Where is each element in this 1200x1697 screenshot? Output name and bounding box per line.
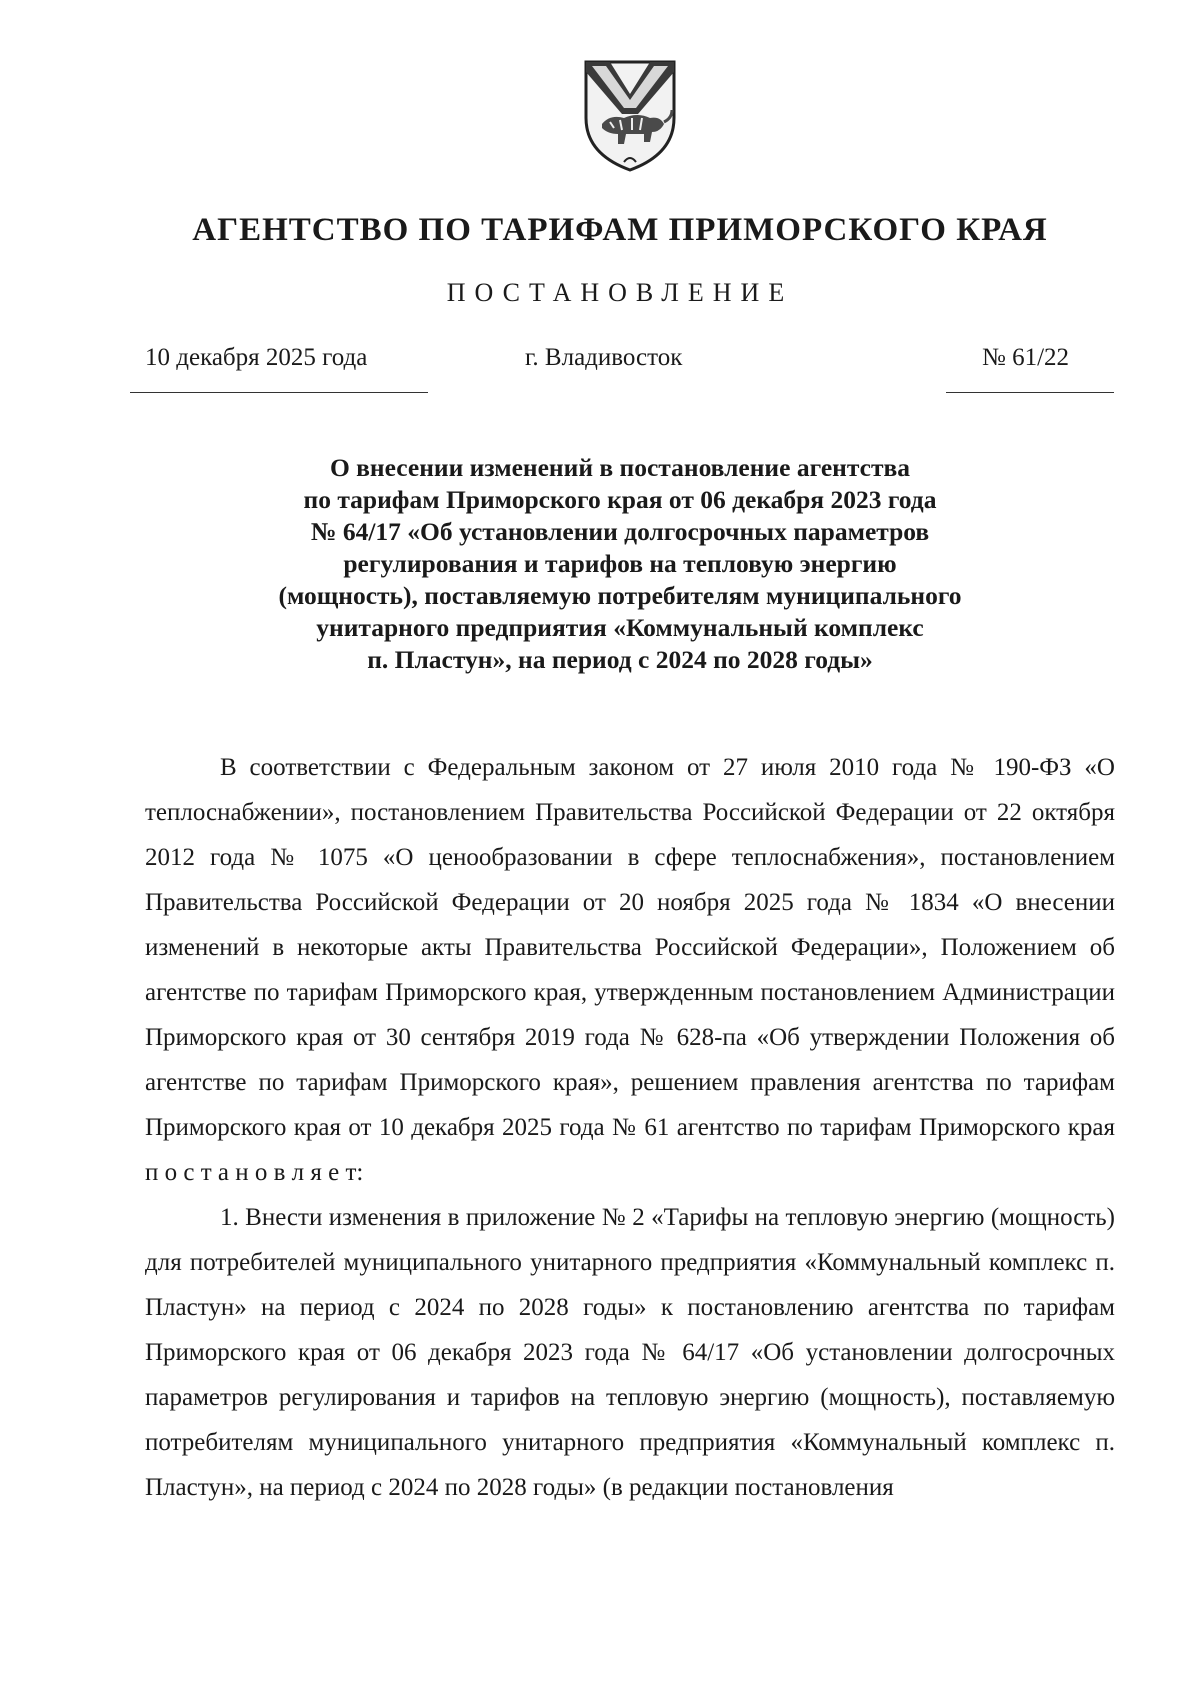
date-underline — [130, 392, 428, 393]
document-title — [200, 452, 1040, 676]
preamble-paragraph: В соответствии с Федеральным законом от 27 июля 2010 года № 190-ФЗ «О теплоснабжении», постановлением Правительства Российской Федерации от 22 октября 2012 года № 1075 «О ценообразовании в сфере теплоснабжения», постановлением Правительства Российской Федерации от 20 ноября 2025 года № 1834 «О внесении изменений в некоторые акты Правительства Российской Федерации», Положением об агентстве по тарифам Приморского края, утвержденным постановлением Администрации Приморского края от 30 сентября 2019 года № 628-па «Об утверждении Положения об агентстве по тарифам Приморского края», решением правления агентства по тарифам Приморского края от 10 декабря 2025 года № 61 агентство по тарифам Приморского края п о с т а н о в л я е т: — [145, 754, 1115, 1186]
coat-of-arms-icon — [580, 58, 680, 176]
item-1-paragraph: 1. Внести изменения в приложение № 2 «Тарифы на тепловую энергию (мощность) для потребителей муниципального унитарного предприятия «Коммунальный комплекс п. Пластун» на период с 2024 по 2028 годы» к постановлению агентства по тарифам Приморского края от 06 декабря 2023 года № 64/17 «Об установлении долгосрочных параметров регулирования и тарифов на тепловую энергию (мощность), поставляемую потребителям муниципального унитарного предприятия «Коммунальный комплекс п. Пластун», на период с 2024 по 2028 годы» (в редакции постановления — [145, 1204, 1115, 1501]
title-line: регулирования и тарифов на тепловую энергию — [343, 549, 897, 578]
document-body — [145, 745, 1115, 1510]
document-number: № 61/22 — [982, 344, 1070, 371]
document-date: 10 декабря 2025 года — [145, 344, 368, 371]
title-line: О внесении изменений в постановление агентства — [329, 453, 911, 482]
title-line: № 64/17 «Об установлении долгосрочных параметров — [310, 517, 930, 546]
title-line: по тарифам Приморского края от 06 декабря 2023 года — [303, 485, 937, 514]
document-type: ПОСТАНОВЛЕНИЕ — [446, 278, 794, 307]
title-line: унитарного предприятия «Коммунальный комплекс — [316, 613, 924, 642]
title-line: (мощность), поставляемую потребителям муниципального — [278, 581, 962, 610]
number-underline — [946, 392, 1114, 393]
document-city: г. Владивосток — [525, 344, 683, 371]
agency-name: АГЕНТСТВО ПО ТАРИФАМ ПРИМОРСКОГО КРАЯ — [192, 212, 1048, 248]
title-line: п. Пластун», на период с 2024 по 2028 годы» — [367, 645, 873, 674]
